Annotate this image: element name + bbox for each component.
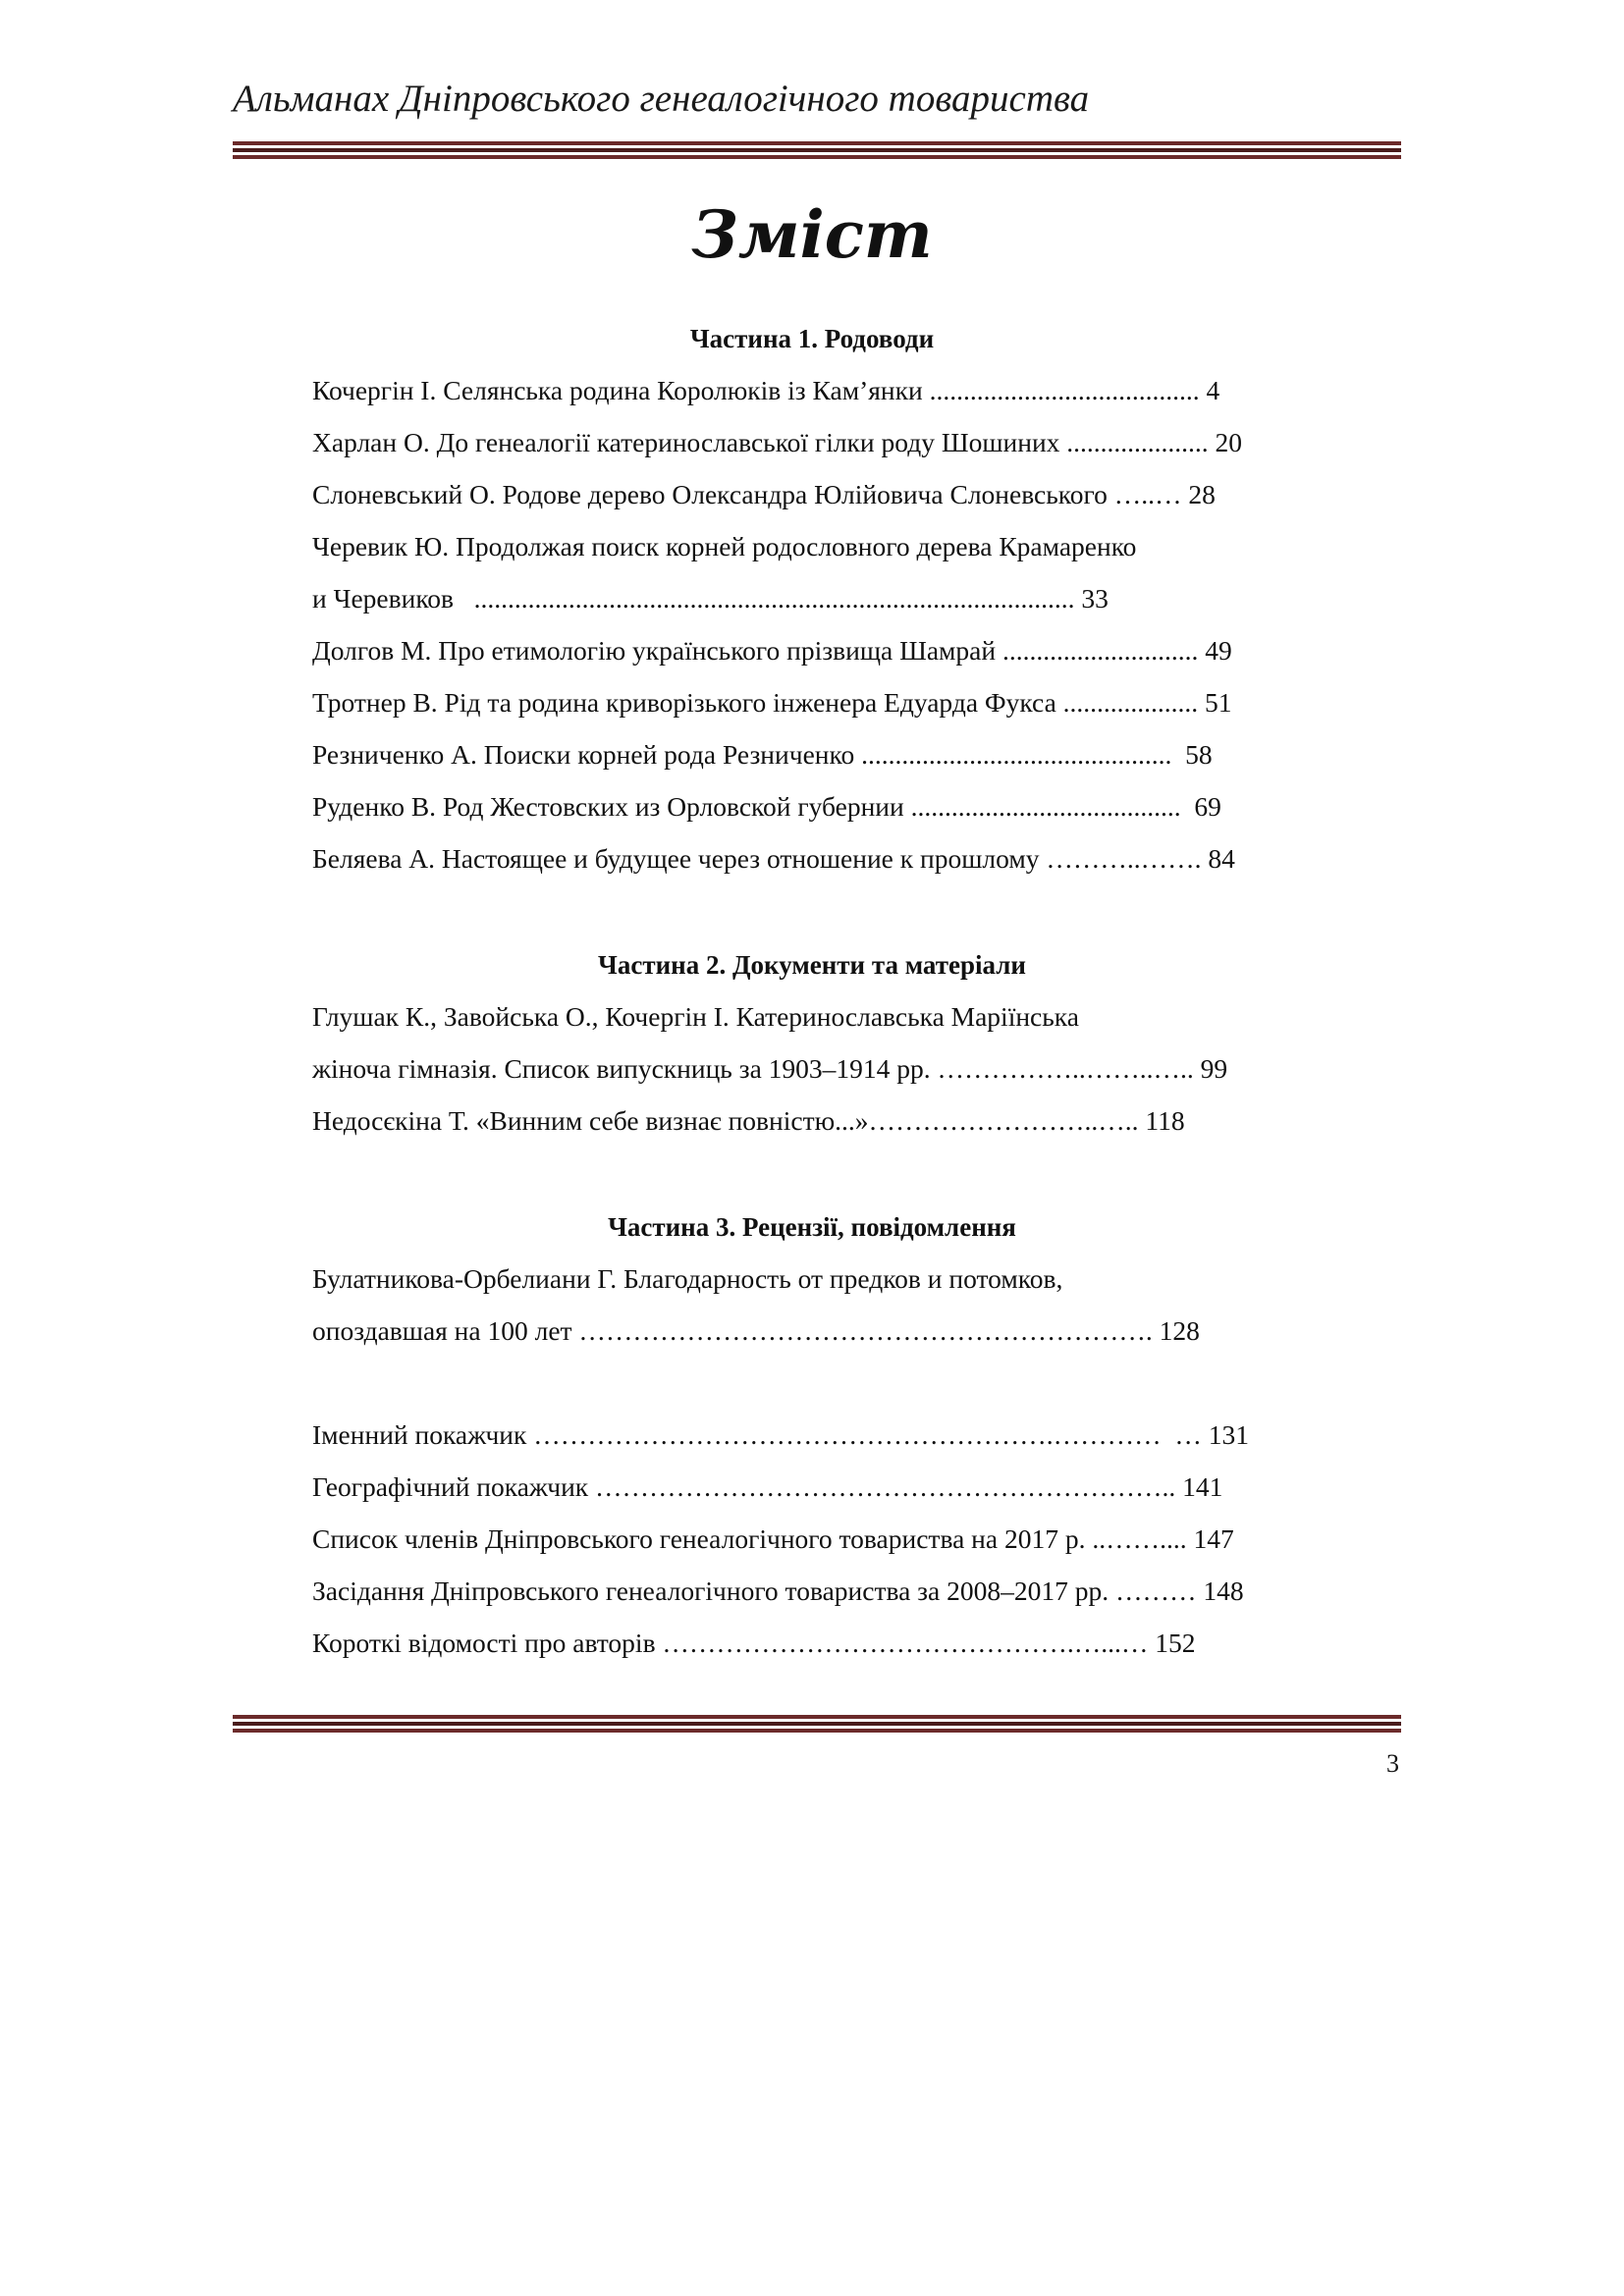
toc-entry-members: Список членів Дніпровського генеалогічного товариства на 2017 р. ..…….... 147 [312, 1523, 1234, 1554]
toc-entry: опоздавшая на 100 лет ………………………………………………………. 128 [312, 1315, 1200, 1346]
toc-entry: Долгов М. Про етимологію українського прізвища Шамрай ............................. 49 [312, 635, 1232, 666]
toc-entry: Слоневський О. Родове дерево Олександра Юлійовича Слоневського …..… 28 [312, 479, 1216, 509]
header-divider [233, 141, 1401, 162]
toc-entry: Булатникова-Орбелиани Г. Благодарность от предков и потомков, [312, 1263, 1063, 1294]
section-heading-part-2: Частина 2. Документи та матеріали [598, 950, 1026, 980]
toc-entry: Кочергін І. Селянська родина Королюків із Кам’янки ........................................ 4 [312, 375, 1220, 405]
toc-entry: Харлан О. До генеалогії катеринославської гілки роду Шошиних ..................... 20 [312, 427, 1243, 457]
toc-entry-meetings: Засідання Дніпровського генеалогічного товариства за 2008–2017 рр. ……… 148 [312, 1575, 1244, 1606]
page-title: Зміст [691, 196, 933, 273]
toc-entry: Руденко В. Род Жестовских из Орловской губернии ........................................ 69 [312, 791, 1221, 822]
toc-entry-authors: Короткі відомості про авторів ……………………………………….…...… 152 [312, 1628, 1196, 1658]
toc-entry: Резниченко А. Поиски корней рода Резниченко .............................................. 58 [312, 739, 1213, 770]
toc-entry: Глушак К., Завойська О., Кочергін І. Катеринославська Маріїнська [312, 1001, 1079, 1032]
toc-entry: Тротнер В. Рід та родина криворізького інженера Едуарда Фукса .................... 51 [312, 687, 1232, 718]
toc-entry: Черевик Ю. Продолжая поиск корней родословного дерева Крамаренко [312, 531, 1137, 561]
section-heading-part-3: Частина 3. Рецензії, повідомлення [608, 1212, 1016, 1242]
toc-entry: и Черевиков ......................................................................................... 33 [312, 583, 1109, 614]
toc-entry: Недосєкіна Т. «Винним себе визнає повністю...»……………………..….. 118 [312, 1105, 1185, 1136]
page-number: 3 [1386, 1749, 1399, 1778]
running-header: Альманах Дніпровського генеалогічного товариства [233, 78, 1090, 120]
toc-entry: жіноча гімназія. Список випускниць за 1903–1914 рр. ……………..……..….. 99 [312, 1053, 1228, 1084]
section-heading-part-1: Частина 1. Родоводи [689, 324, 935, 353]
toc-entry-index-names: Іменний покажчик ………………………………………………….………… … 131 [312, 1419, 1249, 1450]
footer-divider [233, 1715, 1401, 1735]
toc-entry-index-geo: Географічний покажчик ……………………………………………………….. 141 [312, 1471, 1223, 1502]
toc-entry: Беляева А. Настоящее и будущее через отношение к прошлому ………..……. 84 [312, 843, 1235, 874]
